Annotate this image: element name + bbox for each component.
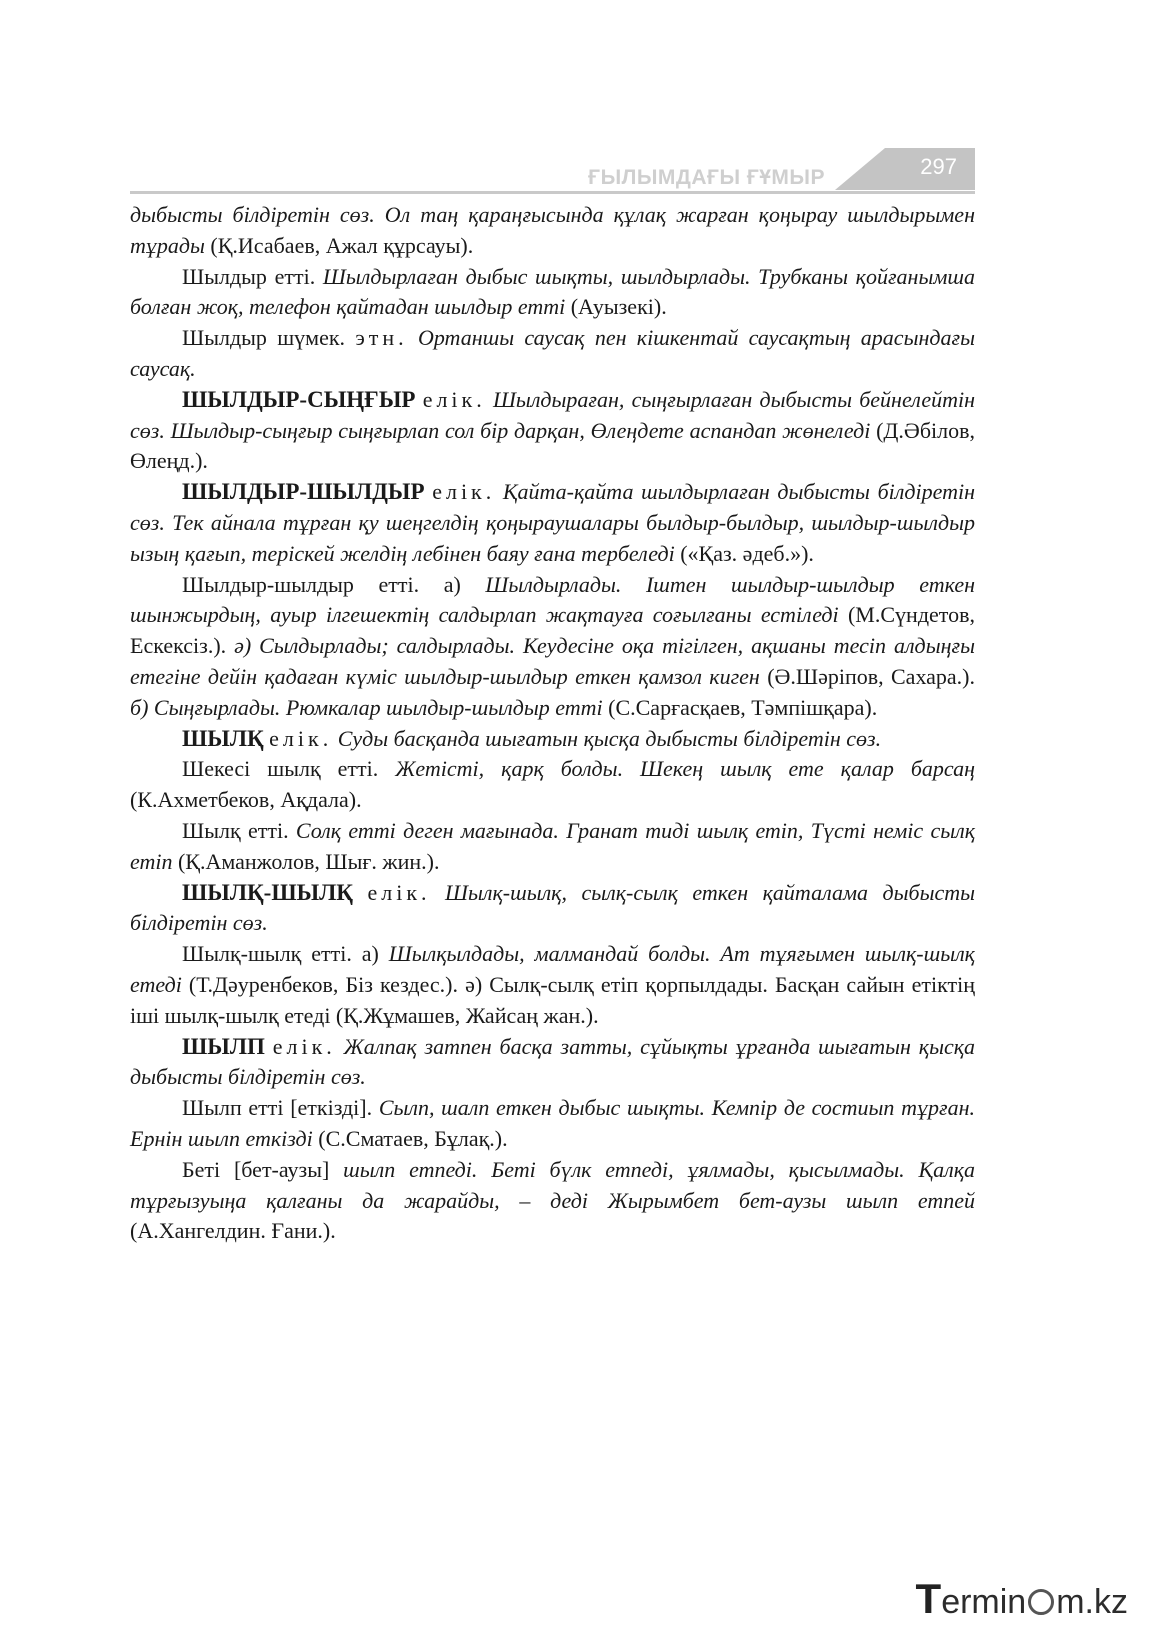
example-text: Жалпақ затпен басқа затты, сұйықты ұрғанда шығатын қысқа дыбысты білдіретін сөз. (130, 1033, 976, 1090)
dictionary-paragraph (130, 323, 975, 385)
watermark-letter: T (915, 1575, 942, 1622)
dictionary-paragraph (130, 477, 975, 569)
definition-text (495, 479, 503, 504)
dictionary-paragraph (130, 1155, 975, 1247)
definition-text (265, 1034, 273, 1059)
part-of-speech: елік. (422, 386, 486, 412)
definition-text: (С.Сарғасқаев, Тәмпішқара). (602, 694, 878, 720)
example-text: Жетісті, қарқ болды. Шекең шылқ ете қалар барсаң (395, 756, 975, 782)
definition-text: (Д.Әбілов, Өлеңд.). (130, 417, 975, 474)
part-of-speech: елік. (269, 725, 333, 751)
definition-text (415, 387, 422, 412)
example-text: Қайта-қайта шылдырлаған дыбысты білдіретін сөз. Тек айнала тұрған қу шеңгелдің қоңыраушалары былдыр-былдыр, шылдыр-шылдыр ызың қағып, теріскей желдің лебінен баяу ғана тербеледі (130, 479, 975, 566)
definition-text: Шылдыр-шылдыр етті. а) (182, 571, 486, 597)
definition-text (486, 387, 493, 412)
watermark-text-start: ermin (941, 1583, 1027, 1621)
dictionary-paragraph (130, 262, 975, 324)
site-watermark (915, 1575, 1128, 1622)
definition-text (353, 880, 368, 905)
definition-text: («Қаз. әдеб.»). (674, 540, 814, 566)
example-text: дыбысты білдіретін сөз. Ол таң қараңғысында құлақ жарған қоңырау шылдырымен тұрады (130, 202, 975, 258)
example-text: Шылдырлады. Іштен шылдыр-шылдыр еткен шынжырдың, ауыр ілгешектің салдырлап жақтауға соғылғаны естіледі (130, 571, 976, 628)
example-text: Шылдыраған, сыңғырлаған дыбысты бейнелейтін сөз. Шылдыр-сыңғыр сыңғырлап сол бір дарқан, Өлеңдете аспандап жөнеледі (130, 386, 976, 443)
definition-text: (К.Ахметбеков, Ақдала). (130, 787, 362, 813)
definition-text: (А.Хангелдин. Ғани.). (130, 1218, 336, 1244)
example-text: Шылқылдады, малмандай болды. Ат тұяғымен шылқ-шылқ етеді (130, 941, 975, 997)
running-header (130, 148, 975, 194)
dictionary-paragraph (130, 200, 975, 262)
running-title: ҒЫЛЫМДАҒЫ ҒҰМЫР (588, 166, 825, 189)
dictionary-paragraph (130, 1093, 975, 1155)
definition-text: Беті [бет-аузы] (182, 1156, 344, 1182)
example-text: Ортаншы саусақ пен кішкентай саусақтың арасындағы саусақ. (130, 325, 975, 381)
headword: ШЫЛҚ-ШЫЛҚ (182, 879, 353, 905)
page-number: 297 (920, 154, 957, 179)
definition-text: Шылп етті [еткізді]. (182, 1095, 379, 1121)
part-of-speech: этн. (355, 325, 408, 351)
dictionary-paragraph (130, 1032, 975, 1094)
dictionary-paragraph (130, 724, 975, 755)
definition-text: (С.Сматаев, Бұлақ.). (312, 1125, 508, 1151)
headword: ШЫЛДЫР-СЫҢҒЫР (182, 386, 416, 412)
example-text: Солқ етті деген мағынада. Гранат тиді шылқ етіп, Түсті неміс сылқ етіп (130, 817, 975, 874)
definition-text (336, 1034, 344, 1059)
dictionary-paragraph (130, 816, 975, 878)
definition-text: (Қ.Аманжолов, Шығ. жин.). (172, 848, 440, 874)
definition-text: Шылқ етті. (182, 817, 296, 843)
definition-text: Шылдыр шүмек. (182, 325, 356, 351)
definition-text: Шекесі шылқ етті. (182, 756, 396, 782)
example-text: Шылдырлаған дыбыс шықты, шылдырлады. Трубканы қойғанымша болған жоқ, телефон қайтадан шылдыр етті (130, 263, 975, 320)
dictionary-paragraph (130, 570, 975, 724)
definition-text (408, 325, 418, 350)
dictionary-paragraph (130, 385, 975, 477)
dictionary-body (130, 200, 975, 1247)
example-text: Суды басқанда шығатын қысқа дыбысты білдіретін сөз. (337, 725, 882, 751)
example-text: ә) Сылдырлады; салдырлады. Кеудесіне оқа тігілген, ақшаны тесіп алдыңғы етегіне дейін қадаған күміс шылдыр-шылдыр еткен қамзол киген (130, 633, 975, 689)
headword: ШЫЛДЫР-ШЫЛДЫР (182, 479, 425, 505)
header-rule (130, 191, 975, 194)
headword: ШЫЛҚ (182, 725, 264, 751)
definition-text: (Т.Дәуренбеков, Біз кездес.). ә) Сылқ-сылқ етіп қорпылдады. Басқан сайын етіктің іші шылқ-шылқ етеді (Қ.Жұмашев, Жайсаң жан.). (130, 971, 975, 1028)
part-of-speech: елік. (367, 879, 431, 905)
definition-text: (Ә.Шәріпов, Сахара.). (759, 663, 976, 689)
watermark-text-end: m.kz (1056, 1583, 1128, 1621)
definition-text: Шылқ-шылқ етті. а) (182, 941, 389, 967)
example-text: Сылп, шалп еткен дыбыс шықты. Кемпір де состиып тұрған. Ернін шылп еткізді (130, 1095, 975, 1151)
definition-text: (Қ.Исабаев, Ажал құрсауы). (204, 232, 474, 258)
part-of-speech: елік. (272, 1033, 336, 1059)
magnifier-icon (1028, 1589, 1054, 1615)
part-of-speech: елік. (432, 479, 496, 505)
dictionary-paragraph (130, 939, 975, 1031)
definition-text (431, 880, 446, 905)
dictionary-paragraph (130, 754, 975, 816)
example-text: Шылқ-шылқ, сылқ-сылқ еткен қайталама дыбысты білдіретін сөз. (130, 879, 976, 936)
example-text: шылп етпеді. Беті бүлк етпеді, ұялмады, қысылмады. Қалқа тұрғызуыңа қалғаны да жарайды, – деді Жырымбет бет-аузы шылп етпей (130, 1156, 975, 1213)
definition-text: (Ауызекі). (565, 294, 667, 320)
definition-text: (М.Сүндетов, Ескексіз.). (130, 602, 975, 659)
definition-text: Шылдыр етті. (182, 263, 323, 289)
headword: ШЫЛП (182, 1033, 265, 1059)
dictionary-paragraph (130, 878, 975, 940)
example-text: б) Сыңғырлады. Рюмкалар шылдыр-шылдыр етті (130, 694, 603, 720)
